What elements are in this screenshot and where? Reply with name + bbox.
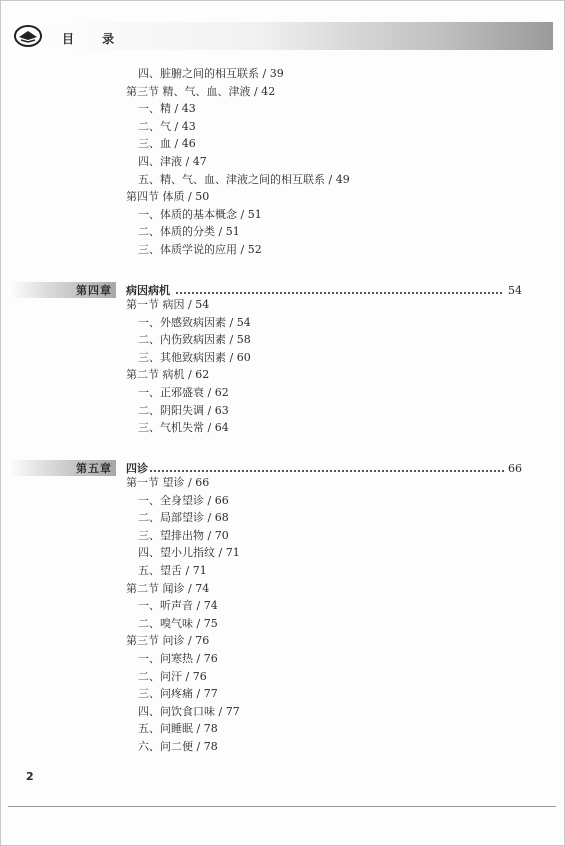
toc-subsection-entry: 一、精 / 43 <box>138 102 196 116</box>
page-number: 2 <box>26 770 34 783</box>
chapter-4-page: 54 <box>508 284 522 297</box>
toc-subsection-entry: 一、体质的基本概念 / 51 <box>138 207 262 221</box>
toc-section-entry: 第二节 病机 / 62 <box>126 368 210 382</box>
toc-subsection-entry: 二、气 / 43 <box>138 119 196 133</box>
toc-subsection-entry: 三、气机失常 / 64 <box>138 421 229 435</box>
toc-subsection-entry: 三、体质学说的应用 / 52 <box>138 243 262 256</box>
toc-subsection-entry: 二、内伤致病因素 / 58 <box>138 333 251 347</box>
chapter-4-number: 第四章 <box>76 284 112 297</box>
toc-subsection-entry: 三、其他致病因素 / 60 <box>138 350 251 364</box>
toc-section-entry: 第一节 病因 / 54 <box>126 298 210 311</box>
toc-section-entry: 第三节 精、气、血、津液 / 42 <box>126 84 276 98</box>
toc-subsection-entry: 四、津液 / 47 <box>138 155 207 168</box>
toc-subsection-entry: 三、血 / 46 <box>138 137 196 151</box>
toc-subsection-entry: 四、脏腑之间的相互联系 / 39 <box>138 67 284 80</box>
page-title: 目 录 <box>62 32 127 46</box>
toc-section-entry: 第一节 望诊 / 66 <box>126 476 210 489</box>
toc-subsection-entry: 一、正邪盛衰 / 62 <box>138 386 229 399</box>
chapter-4-leader-dots <box>176 292 502 294</box>
toc-subsection-entry: 一、问寒热 / 76 <box>138 652 218 665</box>
toc-subsection-entry: 五、问睡眠 / 78 <box>138 722 218 736</box>
toc-subsection-entry: 一、外感致病因素 / 54 <box>138 315 251 329</box>
toc-subsection-entry: 一、全身望诊 / 66 <box>138 493 229 507</box>
toc-subsection-entry: 二、嗅气味 / 75 <box>138 616 218 630</box>
chapter-5-number: 第五章 <box>76 462 112 475</box>
toc-subsection-entry: 三、问疼痛 / 77 <box>138 687 218 701</box>
toc-section-entry: 第四节 体质 / 50 <box>126 190 210 204</box>
toc-subsection-entry: 六、问二便 / 78 <box>138 740 218 753</box>
chapter-5-page: 66 <box>508 462 522 475</box>
toc-subsection-entry: 五、精、气、血、津液之间的相互联系 / 49 <box>138 172 350 186</box>
toc-subsection-entry: 三、望排出物 / 70 <box>138 528 229 542</box>
chapter-4-title: 病因病机 <box>126 284 170 297</box>
toc-subsection-entry: 二、体质的分类 / 51 <box>138 225 240 239</box>
toc-section-entry: 第三节 问诊 / 76 <box>126 634 210 648</box>
toc-section-entry: 第二节 闻诊 / 74 <box>126 581 210 595</box>
toc-subsection-entry: 二、阴阳失调 / 63 <box>138 403 229 417</box>
toc-subsection-entry: 四、望小儿指纹 / 71 <box>138 546 240 560</box>
book-logo-icon <box>14 25 42 47</box>
toc-subsection-entry: 五、望舌 / 71 <box>138 564 207 577</box>
toc-subsection-entry: 四、问饮食口味 / 77 <box>138 704 240 718</box>
footer-rule <box>8 806 556 807</box>
toc-subsection-entry: 二、问汗 / 76 <box>138 669 207 683</box>
toc-subsection-entry: 二、局部望诊 / 68 <box>138 511 229 525</box>
toc-subsection-entry: 一、听声音 / 74 <box>138 599 218 613</box>
chapter-5-title: 四诊 <box>126 462 148 475</box>
chapter-5-leader-dots <box>150 470 504 472</box>
